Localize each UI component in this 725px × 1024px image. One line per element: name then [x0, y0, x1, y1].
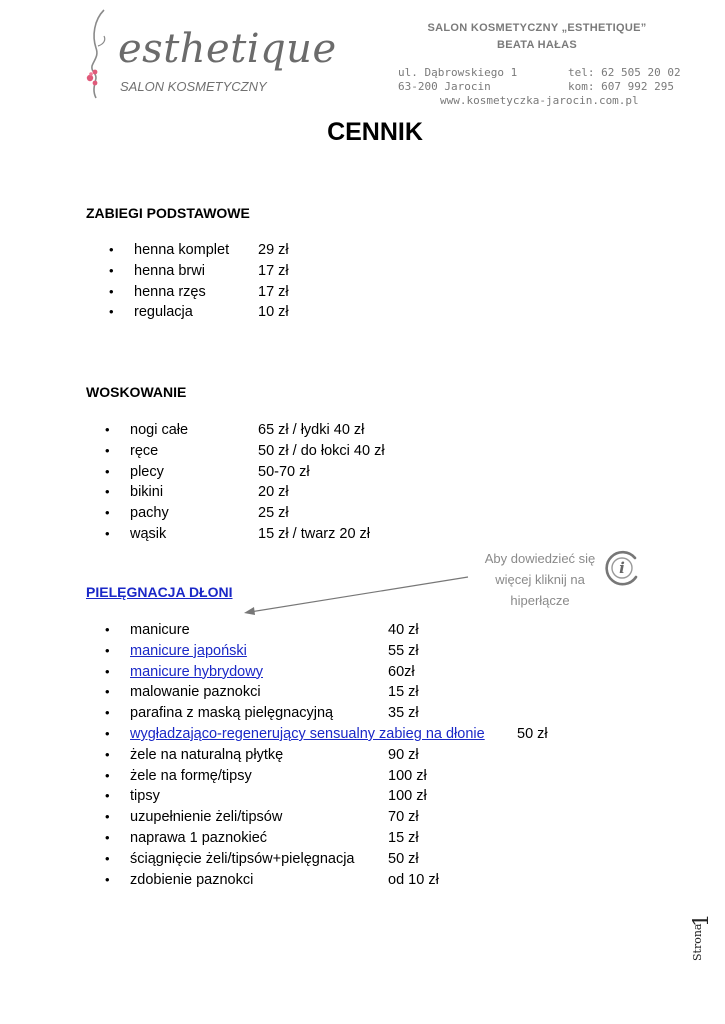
- service-price: 50 zł: [517, 725, 548, 742]
- bullet-icon: •: [105, 788, 110, 804]
- bullet-icon: •: [105, 809, 110, 825]
- service-price: 40 zł: [388, 622, 419, 638]
- service-price: 25 zł: [258, 505, 289, 522]
- service-price: 17 zł: [258, 262, 289, 279]
- arrow-icon: [240, 572, 480, 620]
- bullet-icon: •: [105, 422, 110, 437]
- bullet-icon: •: [105, 505, 110, 521]
- list-item: [105, 524, 450, 545]
- bullet-icon: •: [105, 871, 110, 887]
- list-item: [105, 870, 570, 891]
- service-price: 60zł: [388, 663, 415, 680]
- service-price: 55 zł: [388, 642, 419, 659]
- salon-name: SALON KOSMETYCZNY „ESTHETIQUE”: [427, 22, 647, 34]
- bullet-icon: •: [109, 262, 114, 278]
- owner-name: BEATA HAŁAS: [496, 39, 578, 51]
- service-name: ściągnięcie żeli/tipsów+pielęgnacja: [130, 850, 355, 867]
- list-item: [105, 828, 570, 849]
- list-item: [105, 745, 570, 766]
- service-name: nogi całe: [130, 422, 189, 438]
- bullet-icon: •: [105, 622, 110, 637]
- hands-price-list: [105, 620, 570, 890]
- service-price: 17 zł: [258, 283, 289, 300]
- bullet-icon: •: [109, 304, 114, 320]
- service-name: żele na formę/tipsy: [130, 767, 252, 784]
- list-item: [105, 786, 570, 807]
- list-item: [105, 503, 450, 524]
- bullet-icon: •: [105, 746, 110, 762]
- service-name: żele na naturalną płytkę: [130, 746, 284, 763]
- list-item: [105, 682, 570, 703]
- service-name: pachy: [130, 505, 169, 522]
- service-price: 15 zł / twarz 20 zł: [258, 525, 371, 542]
- service-link-sensual-treatment[interactable]: wygładzająco-regenerujący sensualny zabieg na dłonie: [130, 725, 485, 742]
- service-price: 15 zł: [388, 684, 419, 701]
- service-price: 100 zł: [388, 788, 427, 805]
- list-item: [105, 849, 570, 870]
- list-item: [105, 807, 570, 828]
- list-item: [105, 441, 450, 462]
- service-name: ręce: [130, 442, 159, 459]
- service-price: 50 zł: [388, 850, 419, 867]
- hyperlink-note: [470, 548, 610, 611]
- service-price: 50-70 zł: [258, 463, 310, 480]
- list-item: [109, 282, 434, 303]
- service-name: henna rzęs: [134, 283, 206, 300]
- address-street: ul. Dąbrowskiego 1: [398, 66, 518, 79]
- bullet-icon: •: [105, 442, 110, 458]
- service-link-manicure-hybrydowy[interactable]: manicure hybrydowy: [130, 663, 263, 680]
- list-item: [105, 482, 450, 503]
- bullet-icon: •: [109, 242, 114, 257]
- service-name: zdobienie paznokci: [130, 871, 254, 888]
- bullet-icon: •: [105, 463, 110, 479]
- note-line: hiperłącze: [510, 593, 570, 608]
- service-price: 10 zł: [258, 304, 289, 321]
- mobile-number: kom: 607 992 295: [568, 80, 674, 93]
- service-price: 29 zł: [258, 242, 289, 258]
- service-name: manicure: [130, 622, 190, 638]
- service-name: malowanie paznokci: [130, 684, 261, 701]
- list-item: [105, 620, 570, 641]
- website: www.kosmetyczka-jarocin.com.pl: [440, 94, 639, 107]
- bullet-icon: •: [105, 850, 110, 866]
- svg-text:i: i: [619, 559, 625, 577]
- bullet-icon: •: [109, 283, 114, 299]
- service-name: bikini: [130, 484, 164, 501]
- bullet-icon: •: [105, 663, 110, 679]
- section-heading-waxing: WOSKOWANIE: [86, 384, 187, 400]
- service-name: henna komplet: [134, 242, 230, 258]
- service-name: henna brwi: [134, 262, 205, 279]
- bullet-icon: •: [105, 684, 110, 700]
- service-name: regulacja: [134, 304, 193, 321]
- list-item: [105, 641, 570, 662]
- address-city: 63-200 Jarocin: [398, 80, 491, 93]
- waxing-price-list: [105, 420, 450, 545]
- page-number: 1: [689, 913, 713, 927]
- service-price: 15 zł: [388, 829, 419, 846]
- logo-wordmark: esthetique: [118, 26, 337, 72]
- logo-subtitle: SALON KOSMETYCZNY: [120, 79, 267, 94]
- service-price: 35 zł: [388, 705, 419, 722]
- list-item: [105, 703, 570, 724]
- note-line: Aby dowiedzieć się: [484, 551, 596, 566]
- service-name: uzupełnienie żeli/tipsów: [130, 809, 283, 826]
- service-price: 65 zł / łydki 40 zł: [258, 422, 365, 438]
- service-name: wąsik: [130, 525, 167, 542]
- basic-price-list: [109, 240, 434, 323]
- service-link-manicure-japonski[interactable]: manicure japoński: [130, 642, 247, 659]
- note-line: więcej kliknij na: [495, 572, 585, 587]
- list-item: [109, 302, 434, 323]
- list-item: [105, 724, 570, 745]
- bullet-icon: •: [105, 829, 110, 845]
- service-price: 100 zł: [388, 767, 427, 784]
- service-price: 70 zł: [388, 809, 419, 826]
- bullet-icon: •: [105, 725, 110, 741]
- bullet-icon: •: [105, 767, 110, 783]
- list-item: [105, 766, 570, 787]
- list-item: [105, 662, 570, 683]
- service-price: 20 zł: [258, 484, 289, 501]
- service-name: parafina z maską pielęgnacyjną: [130, 705, 334, 722]
- list-item: [109, 261, 434, 282]
- service-name: plecy: [130, 463, 164, 480]
- bullet-icon: •: [105, 484, 110, 500]
- bullet-icon: •: [105, 705, 110, 721]
- list-item: [105, 420, 450, 441]
- service-price: od 10 zł: [388, 871, 439, 888]
- page-number-footer: [686, 905, 714, 965]
- service-name: naprawa 1 paznokieć: [130, 829, 268, 846]
- service-name: tipsy: [130, 788, 160, 805]
- section-heading-basic: ZABIEGI PODSTAWOWE: [86, 205, 250, 221]
- page-label: Strona: [691, 923, 704, 961]
- list-item: [105, 462, 450, 483]
- page-title: CENNIK: [327, 118, 423, 146]
- phone-number: tel: 62 505 20 02: [568, 66, 681, 79]
- bullet-icon: •: [105, 642, 110, 658]
- bullet-icon: •: [105, 525, 110, 541]
- section-heading-hands-link[interactable]: PIELĘGNACJA DŁONI: [86, 584, 233, 600]
- list-item: [109, 240, 434, 261]
- service-price: 90 zł: [388, 746, 419, 763]
- service-price: 50 zł / do łokci 40 zł: [258, 442, 385, 459]
- info-icon: [602, 548, 642, 588]
